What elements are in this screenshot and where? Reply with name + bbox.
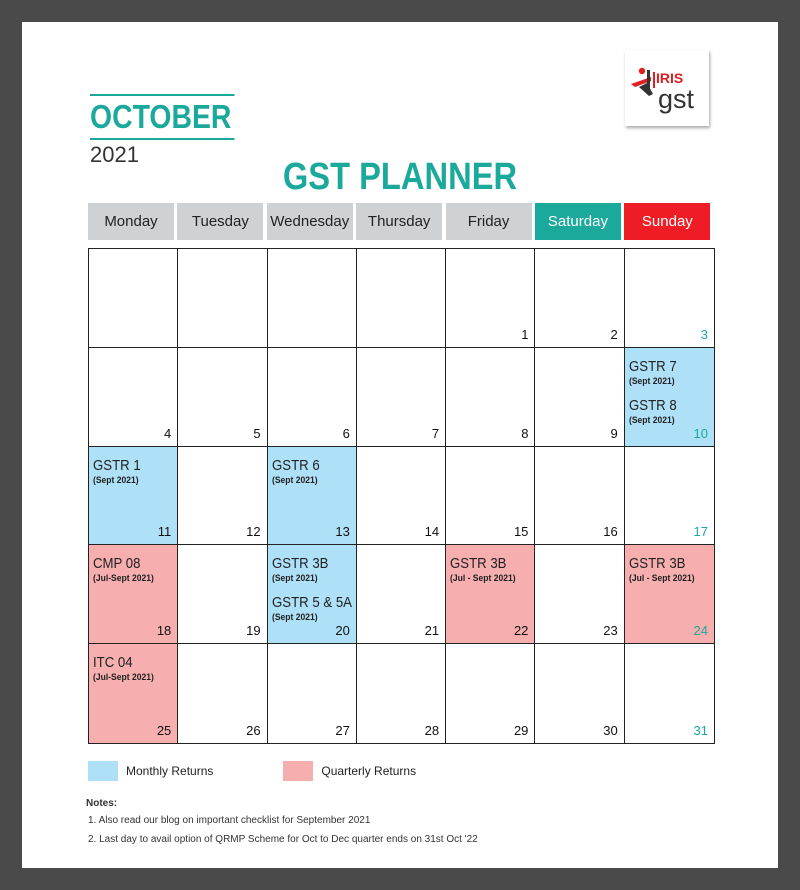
day-number: 2 bbox=[610, 326, 618, 342]
iris-gst-logo bbox=[625, 50, 709, 126]
day-number: 29 bbox=[513, 723, 529, 738]
legend-monthly-label: Monthly Returns bbox=[126, 764, 214, 778]
event-title: GSTR 8 bbox=[628, 396, 677, 414]
calendar-event bbox=[629, 358, 683, 387]
day-number: 8 bbox=[521, 425, 529, 441]
calendar-cell bbox=[357, 447, 446, 546]
event-period: (Sept 2021) bbox=[628, 375, 675, 387]
day-number: 24 bbox=[693, 623, 708, 639]
event-title: GSTR 7 bbox=[628, 357, 677, 375]
legend bbox=[88, 761, 416, 781]
day-number: 3 bbox=[700, 326, 708, 342]
calendar-event bbox=[272, 457, 326, 486]
day-number: 22 bbox=[513, 623, 529, 639]
calendar-cell bbox=[268, 348, 357, 447]
event-title: CMP 08 bbox=[93, 555, 141, 573]
calendar-cell bbox=[268, 545, 357, 644]
calendar-cell bbox=[625, 545, 714, 644]
note-item: 1. Also read our blog on important checklist for September 2021 bbox=[88, 815, 371, 826]
event-period: (Sept 2021) bbox=[271, 573, 318, 585]
legend-quarterly-swatch bbox=[283, 761, 313, 781]
calendar-grid bbox=[88, 248, 715, 744]
notes-section bbox=[86, 798, 478, 853]
legend-quarterly-label: Quarterly Returns bbox=[321, 764, 417, 778]
calendar-cell bbox=[178, 348, 267, 447]
calendar-event bbox=[629, 555, 702, 584]
calendar-cell bbox=[268, 249, 357, 348]
day-number: 4 bbox=[164, 425, 172, 441]
event-period: (Jul-Sept 2021) bbox=[93, 573, 154, 585]
calendar-cell bbox=[535, 545, 624, 644]
day-number: 10 bbox=[693, 425, 708, 441]
day-number: 6 bbox=[342, 425, 350, 441]
event-title: GSTR 3B bbox=[271, 555, 329, 573]
calendar-event bbox=[629, 397, 683, 426]
event-period: (Sept 2021) bbox=[93, 474, 139, 486]
event-title: GSTR 6 bbox=[271, 456, 320, 474]
calendar-event bbox=[450, 555, 523, 584]
event-period: (Sept 2021) bbox=[271, 612, 318, 624]
event-period: (Jul-Sept 2021) bbox=[93, 672, 154, 684]
event-title: ITC 04 bbox=[93, 654, 133, 672]
day-number: 30 bbox=[603, 723, 618, 738]
notes-heading: Notes: bbox=[86, 798, 118, 809]
calendar-event bbox=[272, 555, 336, 584]
note-item: 2. Last day to avail option of QRMP Scheme for Oct to Dec quarter ends on 31st Oct '22 bbox=[88, 834, 478, 845]
calendar-cell bbox=[89, 447, 178, 546]
day-number: 9 bbox=[610, 425, 618, 441]
calendar-cell bbox=[535, 447, 624, 546]
day-number: 12 bbox=[246, 524, 261, 540]
day-number: 31 bbox=[693, 723, 708, 738]
weekday-monday: Monday bbox=[88, 203, 174, 240]
weekday-friday: Friday bbox=[446, 203, 532, 240]
calendar-cell bbox=[446, 348, 535, 447]
calendar-cell bbox=[89, 644, 178, 743]
event-title: GSTR 3B bbox=[450, 555, 507, 573]
calendar-cell bbox=[178, 447, 267, 546]
logo-iris-text: IRIS bbox=[656, 70, 684, 86]
event-period: (Sept 2021) bbox=[271, 474, 318, 486]
day-number: 18 bbox=[156, 623, 172, 639]
calendar-cell bbox=[446, 447, 535, 546]
day-number: 14 bbox=[424, 524, 440, 540]
day-number: 26 bbox=[246, 723, 261, 738]
calendar-cell bbox=[268, 644, 357, 743]
calendar-cell bbox=[178, 644, 267, 743]
calendar-event bbox=[93, 654, 161, 683]
calendar-cell bbox=[446, 644, 535, 743]
day-number: 15 bbox=[513, 524, 529, 540]
event-period: (Sept 2021) bbox=[628, 414, 675, 426]
legend-monthly-swatch bbox=[88, 761, 118, 781]
weekday-tuesday: Tuesday bbox=[177, 203, 263, 240]
day-number: 23 bbox=[603, 623, 618, 639]
day-number: 27 bbox=[335, 723, 350, 738]
day-number: 20 bbox=[335, 623, 350, 639]
calendar-cell bbox=[178, 249, 267, 348]
calendar-cell bbox=[89, 249, 178, 348]
day-number: 13 bbox=[335, 524, 350, 540]
event-period: (Jul - Sept 2021) bbox=[450, 573, 516, 585]
weekday-thursday: Thursday bbox=[356, 203, 442, 240]
calendar-cell bbox=[268, 447, 357, 546]
weekday-header-row bbox=[88, 203, 710, 240]
calendar-event bbox=[272, 594, 363, 623]
calendar-cell bbox=[89, 348, 178, 447]
calendar-cell bbox=[625, 644, 714, 743]
calendar-cell bbox=[535, 249, 624, 348]
calendar-cell bbox=[625, 447, 714, 546]
event-title: GSTR 3B bbox=[628, 555, 686, 573]
calendar-cell bbox=[535, 348, 624, 447]
calendar-cell bbox=[446, 545, 535, 644]
calendar-cell bbox=[625, 249, 714, 348]
planner-page bbox=[22, 22, 778, 868]
calendar-event bbox=[93, 555, 161, 584]
calendar-cell bbox=[446, 249, 535, 348]
day-number: 7 bbox=[431, 425, 440, 441]
calendar-cell bbox=[357, 545, 446, 644]
calendar-cell bbox=[357, 348, 446, 447]
event-title: GSTR 1 bbox=[93, 456, 141, 474]
calendar-cell bbox=[357, 249, 446, 348]
calendar-cell bbox=[89, 545, 178, 644]
weekday-saturday: Saturday bbox=[535, 203, 621, 240]
calendar-cell bbox=[625, 348, 714, 447]
day-number: 1 bbox=[521, 326, 529, 342]
day-number: 28 bbox=[424, 723, 440, 738]
day-number: 5 bbox=[253, 425, 261, 441]
day-number: 17 bbox=[693, 524, 708, 540]
calendar-event bbox=[93, 457, 147, 486]
calendar-cell bbox=[178, 545, 267, 644]
day-number: 25 bbox=[156, 723, 172, 738]
day-number: 21 bbox=[424, 623, 440, 639]
calendar-cell bbox=[357, 644, 446, 743]
day-number: 11 bbox=[157, 524, 172, 540]
weekday-wednesday: Wednesday bbox=[267, 203, 353, 240]
event-period: (Jul - Sept 2021) bbox=[628, 573, 695, 585]
weekday-sunday: Sunday bbox=[624, 203, 710, 240]
calendar-cell bbox=[535, 644, 624, 743]
month-title: OCTOBER bbox=[90, 94, 234, 140]
day-number: 19 bbox=[246, 623, 261, 639]
year-label: 2021 bbox=[90, 142, 139, 167]
event-title: GSTR 5 & 5A bbox=[271, 594, 352, 612]
planner-title: GST PLANNER bbox=[282, 156, 518, 198]
day-number: 16 bbox=[603, 524, 618, 540]
logo-gst-text: gst bbox=[658, 84, 695, 114]
